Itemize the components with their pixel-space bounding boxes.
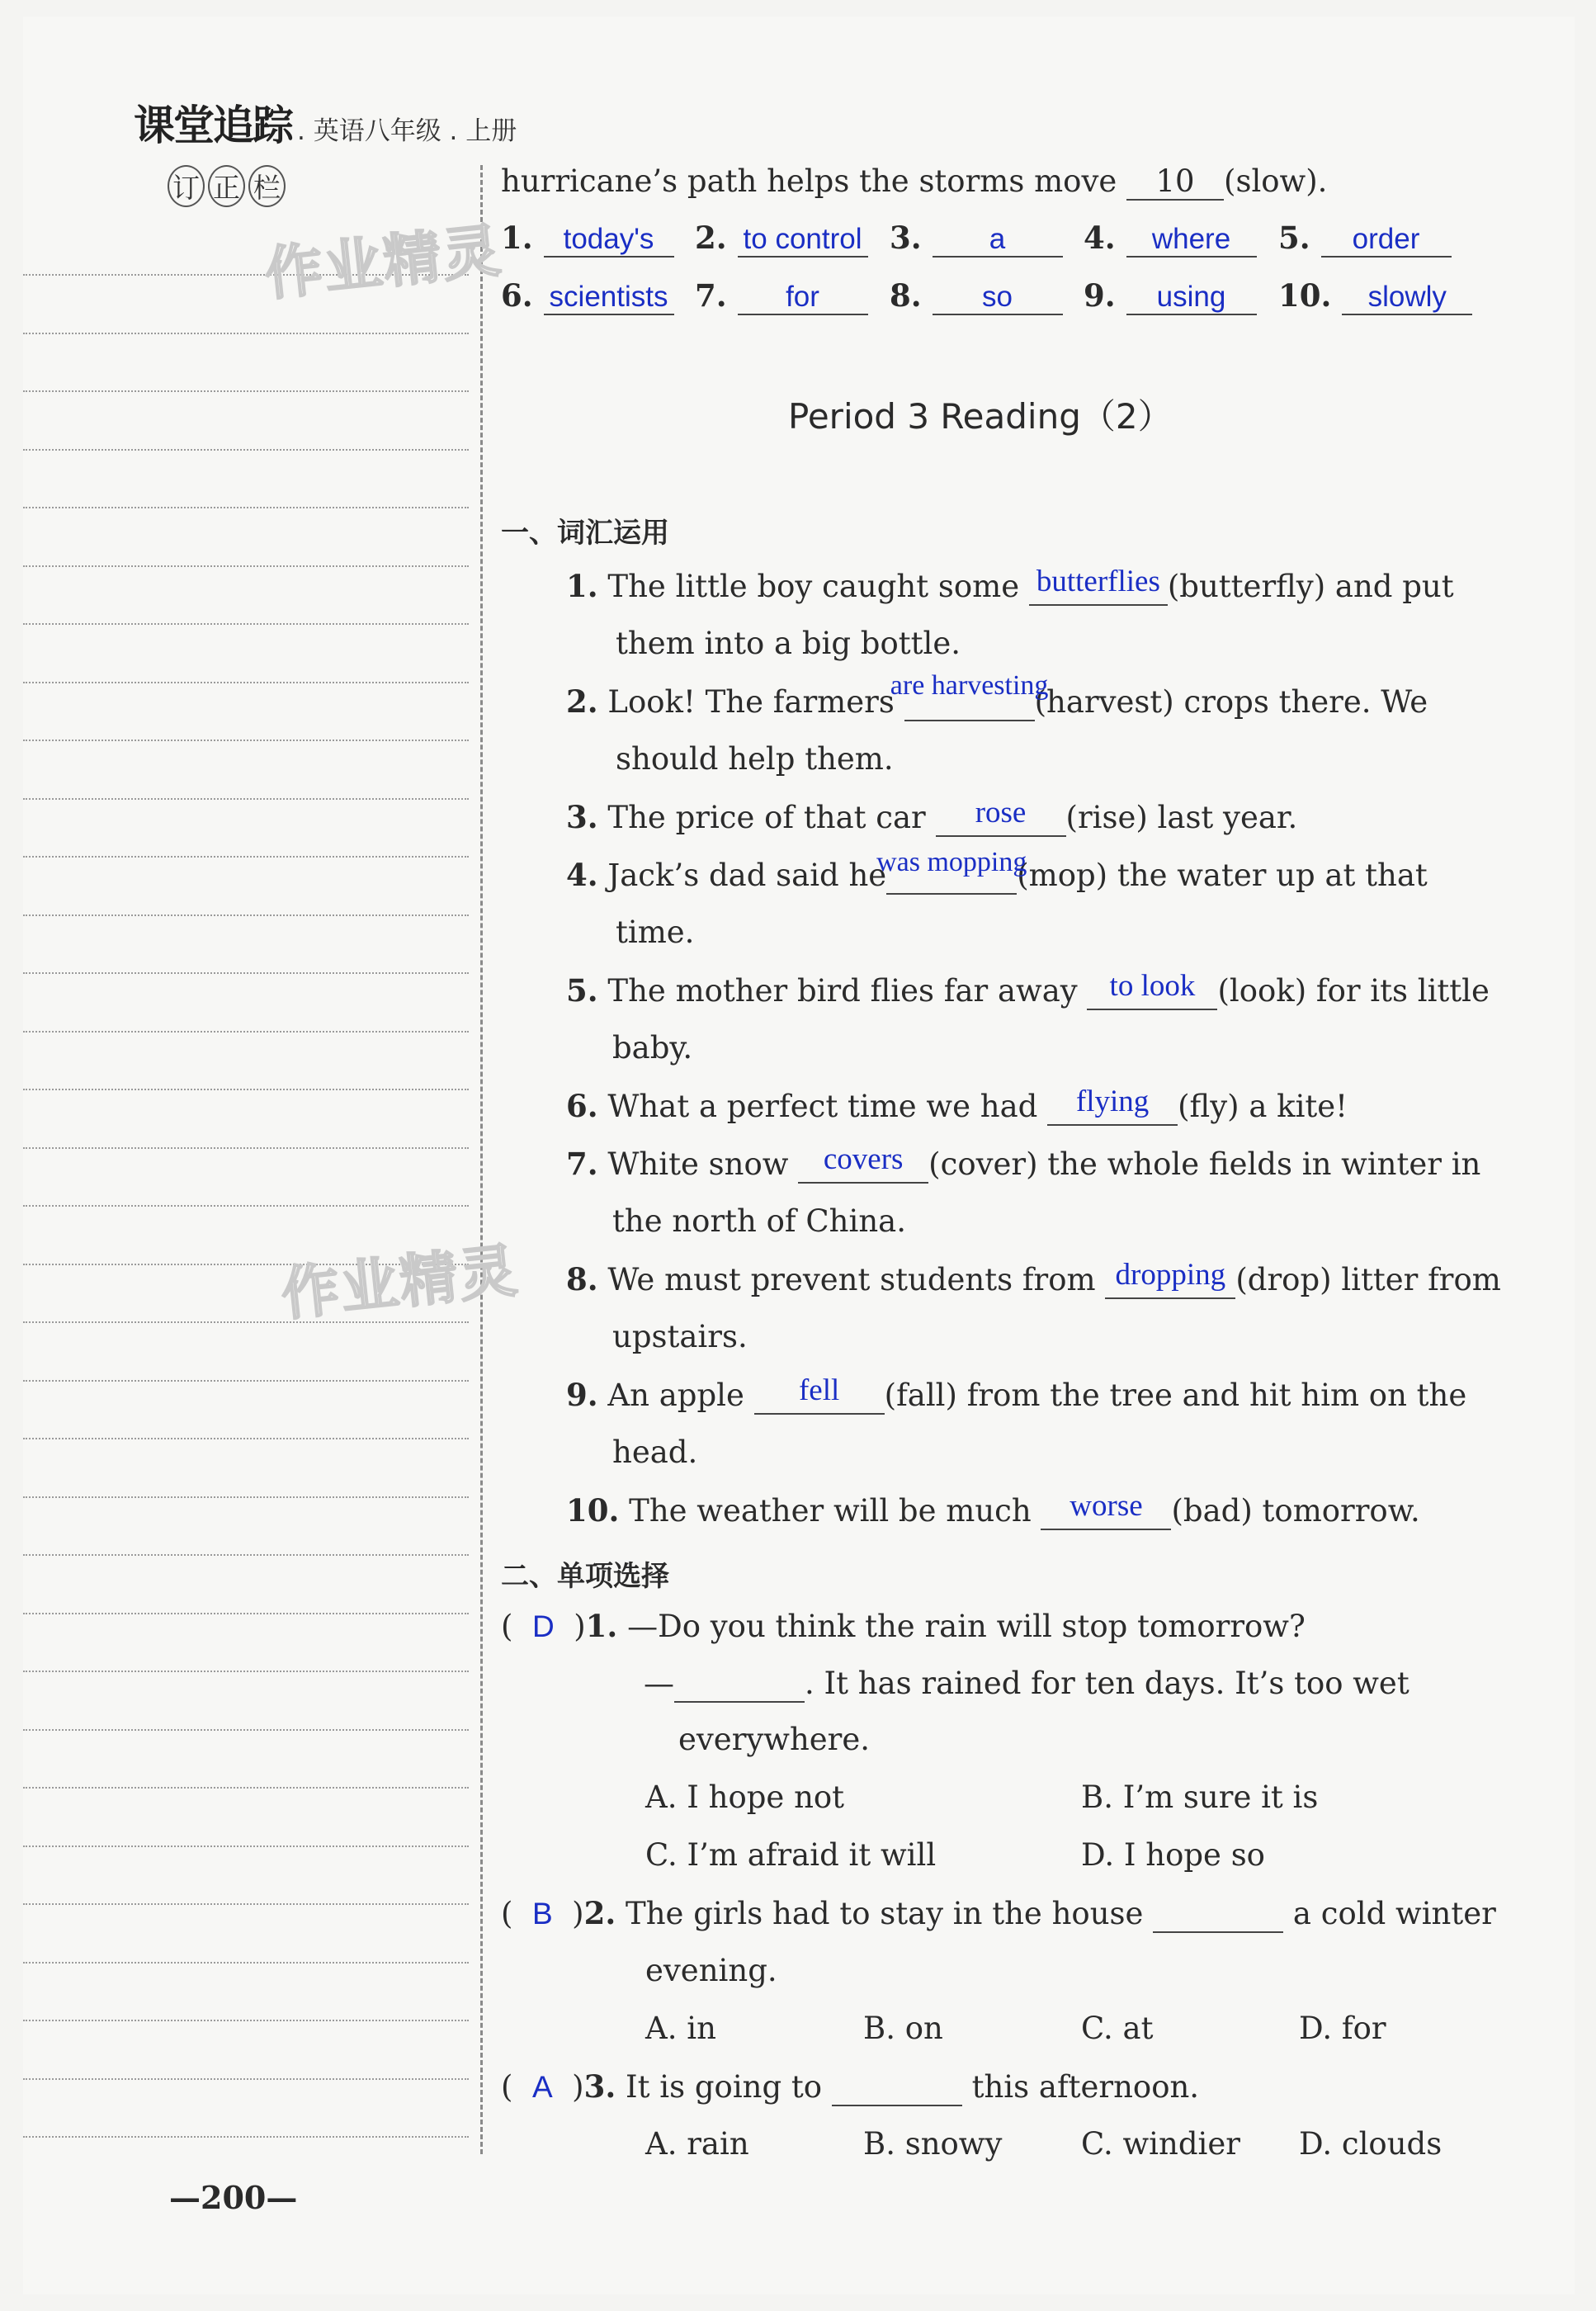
answer-blank [936,796,1066,837]
q-number: 10. [566,1492,620,1529]
correction-line [23,914,469,916]
correction-line [23,740,469,741]
q-number: 8. [566,1261,598,1297]
watermark: 作业精灵 [262,216,506,309]
correction-column-label [168,165,289,207]
correction-line [23,1962,469,1964]
correction-line [23,623,469,625]
correction-line [23,2020,469,2021]
handwritten-answer: worse [1070,1489,1143,1523]
prev-answer-item [890,220,1063,258]
correction-line [23,2078,469,2080]
answer-blank [933,278,1063,315]
vocab-q2-line2: should help them. [616,741,894,777]
q-number: 9. [566,1377,598,1413]
handwritten-answer: to look [1109,969,1196,1003]
handwritten-answer: B [531,1897,553,1931]
answer-paren: ( D ) [501,1609,586,1644]
correction-line [23,449,469,451]
vocab-q1-line2: them into a big bottle. [616,626,961,661]
answer-blank [798,1142,928,1184]
answer-blank [1321,220,1452,258]
answer-paren: ( A ) [501,2069,584,2105]
answer-blank [1105,1258,1235,1299]
q-text: (rise) last year. [1065,800,1298,835]
correction-line [23,1380,469,1382]
prev-answer-item [1278,277,1472,315]
answer-blank [1126,163,1224,201]
correction-line [23,1205,469,1207]
choice-q1 [501,1608,1306,1644]
q-text: (butterfly) and put [1167,569,1454,604]
vocab-q1 [566,565,1454,606]
handwritten-answer: using [1156,281,1226,313]
answer-blank [1153,1896,1283,1933]
answer-blank [1126,220,1257,258]
period-title: Period 3 Reading（2） [788,396,1173,437]
option-a[interactable]: A. rain [645,2126,749,2162]
vocab-q7-line2: the north of China. [612,1203,906,1239]
q-text: We must prevent students from [607,1262,1106,1297]
correction-line [23,1496,469,1498]
section-choice-title: 二、单项选择 [501,1560,669,1593]
answer-blank [1087,969,1217,1010]
q-text: Look! The farmers [607,684,904,720]
q-text: (fly) a kite! [1178,1089,1348,1124]
option-d[interactable]: D. I hope so [1081,1837,1265,1873]
vocab-q6 [566,1085,1348,1126]
q-number: 2. [583,1895,616,1931]
answer-blank [544,220,674,258]
handwritten-answer: rose [975,796,1027,829]
vocab-q10 [566,1489,1420,1530]
prev-exercise-tail [501,163,1327,201]
q-number: 4. [1084,220,1126,256]
prev-answer-item [695,220,868,258]
prev-tail-text: hurricane’s path helps the storms move [501,163,1127,199]
prev-answer-item [695,277,868,315]
answer-blank [738,278,868,315]
q-text: (fall) from the tree and hit him on the [884,1378,1467,1413]
q-text: (look) for its little [1217,973,1490,1009]
option-a[interactable]: A. in [645,2011,716,2046]
handwritten-answer: covers [823,1142,904,1176]
vocab-q9 [566,1373,1467,1415]
q-text: What a perfect time we had [607,1089,1048,1124]
correction-line [23,507,469,508]
book-brand: 课堂追踪 [134,102,292,149]
q-text: The girls had to stay in the house [626,1896,1154,1931]
handwritten-answer: flying [1075,1085,1150,1118]
correction-line [23,1671,469,1672]
q-text: this afternoon. [961,2069,1200,2105]
vocab-q9-line2: head. [612,1434,698,1470]
correction-line [23,972,469,974]
q-number: 3. [583,2068,616,2105]
option-d[interactable]: D. for [1299,2011,1386,2046]
correction-line [23,1147,469,1149]
correction-char: 栏 [248,165,286,207]
q-text: The weather will be much [629,1493,1041,1529]
book-header [134,92,517,152]
prev-answer-item [1278,220,1452,258]
option-b[interactable]: B. on [863,2011,943,2046]
answer-blank [754,1373,885,1415]
correction-line [23,1321,469,1323]
handwritten-answer: butterflies [1036,565,1160,598]
answer-blank [890,670,1049,721]
q-number: 3. [566,799,598,835]
correction-line [23,1729,469,1731]
handwritten-answer: are harvesting [890,670,1049,701]
choice-q1-line3: everywhere. [678,1722,871,1757]
option-b[interactable]: B. snowy [863,2126,1003,2162]
answer-blank [1342,278,1472,315]
q-text: (bad) tomorrow. [1171,1493,1420,1529]
q-text: The price of that car [607,800,936,835]
prev-answer-item [1084,220,1257,258]
section-vocab-title: 一、词汇运用 [501,517,669,550]
correction-line [23,798,469,800]
q-text: (harvest) crops there. We [1034,684,1428,720]
correction-line [23,1787,469,1789]
prev-answer-item [501,277,674,315]
vocab-q5 [566,969,1490,1010]
prev-answer-item [890,277,1063,315]
q-text: (mop) the water up at that [1017,858,1428,893]
vocab-q2 [566,670,1428,721]
book-subtitle: . 英语八年级 . 上册 [297,116,517,146]
correction-line [23,1554,469,1556]
correction-line [23,333,469,334]
answer-blank [738,220,868,258]
prev-tail-text: (slow). [1224,163,1328,199]
handwritten-answer: for [786,281,819,313]
answer-blank [1126,278,1257,315]
correction-line [23,2136,469,2138]
handwritten-answer: slowly [1367,281,1447,313]
watermark: 作业精灵 [278,1236,522,1329]
q-number: 1. [585,1608,618,1644]
answer-blank [832,2069,962,2106]
choice-q3 [501,2068,1199,2106]
margin-divider [480,165,483,2154]
q-number: 7. [695,277,738,314]
prev-answer-item [501,220,674,258]
q-text: (cover) the whole fields in winter in [928,1146,1481,1182]
answer-blank [933,220,1063,258]
option-d[interactable]: D. clouds [1299,2126,1443,2162]
q-text: Jack’s dad said he [607,858,887,893]
q-number: 9. [1084,277,1126,314]
option-c[interactable]: C. I’m afraid it will [645,1837,937,1873]
q-number: 2. [695,220,738,256]
handwritten-answer: to control [743,223,862,255]
handwritten-answer: where [1151,223,1231,255]
q-number: 1. [501,220,544,256]
vocab-q5-line2: baby. [612,1030,693,1066]
handwritten-answer: D [531,1609,555,1643]
q-number: 6. [566,1088,598,1124]
answer-blank [544,278,674,315]
q-number: 6. [501,277,544,314]
choice-q2-line2: evening. [645,1953,777,1988]
handwritten-answer: A [531,2070,553,2104]
handwritten-answer: was mopping [876,847,1027,877]
handwritten-answer: scientists [549,281,668,313]
vocab-q4-line2: time. [616,914,695,950]
vocab-q8-line2: upstairs. [612,1319,748,1354]
handwritten-answer: dropping [1115,1258,1226,1292]
option-a[interactable]: A. I hope not [645,1779,845,1815]
correction-char: 订 [168,165,205,207]
q-number: 1. [566,568,598,604]
vocab-q7 [566,1142,1481,1184]
correction-char: 正 [208,165,245,207]
correction-line [23,1845,469,1847]
correction-line [23,1613,469,1614]
handwritten-answer: order [1352,223,1420,255]
q-number: 5. [1278,220,1321,256]
q-text: An apple [607,1378,754,1413]
q-number: 8. [890,277,933,314]
q-text: a cold winter [1283,1896,1496,1931]
option-c[interactable]: C. windier [1081,2126,1240,2162]
option-b[interactable]: B. I’m sure it is [1081,1779,1319,1815]
answer-paren: ( B ) [501,1896,584,1931]
q-number: 4. [566,857,598,893]
correction-line [23,1438,469,1439]
correction-line [23,1903,469,1905]
vocab-q3 [566,796,1298,837]
q-number: 7. [566,1146,598,1182]
vocab-q8 [566,1258,1501,1299]
q-text: — [644,1666,674,1701]
answer-blank [1041,1489,1171,1530]
answer-blank [876,847,1027,895]
q-text: The little boy caught some [607,569,1029,604]
answer-blank [1047,1085,1178,1126]
q-number: 5. [566,972,598,1009]
handwritten-answer: so [982,281,1013,313]
option-c[interactable]: C. at [1081,2011,1154,2046]
prev-answer-item [1084,277,1257,315]
choice-q1-line2 [644,1666,1409,1703]
q-number: 3. [890,220,933,256]
q-text: It is going to [626,2069,832,2105]
correction-line [23,682,469,683]
correction-line [23,1089,469,1090]
vocab-q4 [566,847,1428,895]
correction-line [23,390,469,392]
correction-line [23,1031,469,1033]
choice-q2 [501,1895,1496,1933]
blank-value: 10 [1155,163,1195,199]
q-text: White snow [607,1146,799,1182]
handwritten-answer: fell [798,1373,840,1407]
correction-line [23,565,469,567]
correction-line [23,856,469,858]
answer-blank [1029,565,1168,606]
q-text: The mother bird flies far away [607,973,1088,1009]
q-text: . It has rained for ten days. It’s too wet [805,1666,1409,1701]
q-text: —Do you think the rain will stop tomorrow? [627,1609,1306,1644]
q-number: 2. [566,683,598,720]
q-text: (drop) litter from [1235,1262,1501,1297]
q-number: 10. [1278,277,1343,314]
handwritten-answer: today's [563,223,654,255]
answer-blank [674,1666,805,1703]
page-number: —200— [169,2179,298,2216]
handwritten-answer: a [989,223,1006,255]
